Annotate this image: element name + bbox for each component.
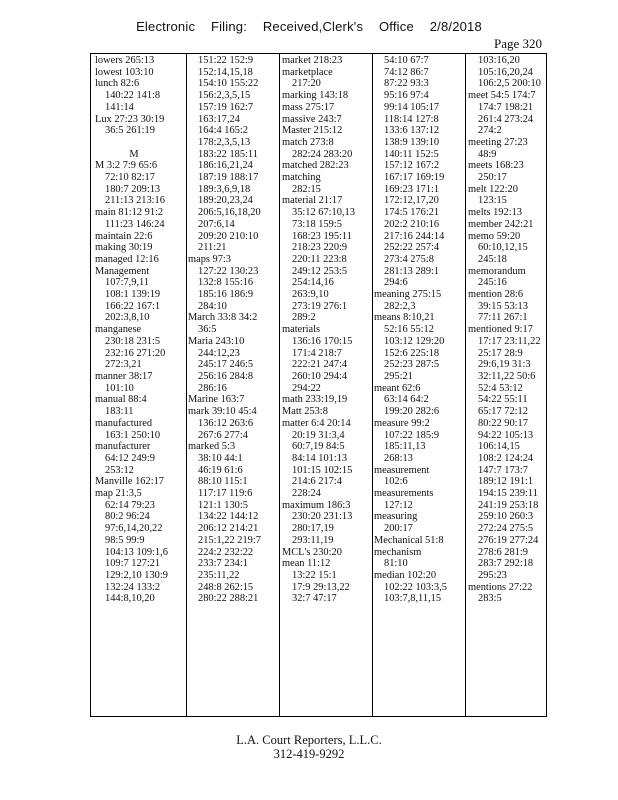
index-line: 106:2,5 200:10 bbox=[478, 78, 541, 90]
footer-company: L.A. Court Reporters, L.L.C. bbox=[236, 733, 382, 747]
index-line: 154:10 155:22 bbox=[198, 78, 259, 90]
index-line: Master 215:12 bbox=[282, 125, 343, 137]
index-line: 230:20 231:13 bbox=[292, 511, 353, 523]
index-line: 132:24 133:2 bbox=[105, 581, 161, 593]
index-line: 272:3,21 bbox=[105, 359, 142, 371]
column-divider bbox=[279, 53, 280, 717]
column-divider bbox=[465, 53, 466, 717]
index-line: 127:12 bbox=[384, 499, 413, 511]
index-line: 140:22 141:8 bbox=[105, 90, 161, 102]
index-line: 250:17 bbox=[478, 172, 507, 184]
index-line: 206:12 214:21 bbox=[198, 523, 259, 535]
index-line: 244:12,23 bbox=[198, 347, 240, 359]
filing-header bbox=[0, 19, 618, 34]
index-line: 103:12 129:20 bbox=[384, 335, 445, 347]
index-line: 168:23 195:11 bbox=[292, 230, 352, 242]
index-line: measuring bbox=[374, 511, 418, 523]
page-number: Page 320 bbox=[494, 36, 543, 51]
index-line: meant 62:6 bbox=[374, 382, 421, 394]
index-line: measurement bbox=[374, 464, 430, 476]
index-line: 134:22 144:12 bbox=[198, 511, 259, 523]
index-line: making 30:19 bbox=[95, 242, 153, 254]
index-line: 280:22 288:21 bbox=[198, 593, 259, 605]
footer-phone: 312-419-9292 bbox=[273, 747, 345, 761]
index-line: marketplace bbox=[282, 66, 333, 78]
index-line: 178:2,3,5,13 bbox=[198, 136, 251, 148]
index-line: 268:13 bbox=[384, 452, 413, 464]
index-line: 107:7,9,11 bbox=[105, 277, 150, 289]
index-line: 164:4 165:2 bbox=[198, 125, 248, 137]
index-section-letter: M bbox=[129, 148, 139, 160]
index-line: 217:16 244:14 bbox=[384, 230, 445, 242]
index-line: 224:2 232:22 bbox=[198, 546, 254, 558]
index-line: 215:1,22 219:7 bbox=[198, 534, 261, 546]
index-line: manner 38:17 bbox=[95, 370, 153, 382]
index-line: memo 59:20 bbox=[468, 230, 521, 242]
index-line: 29:6,19 31:3 bbox=[478, 359, 531, 371]
index-line: 52:16 55:12 bbox=[384, 324, 434, 336]
index-line: 109:7 127:21 bbox=[105, 558, 161, 570]
index-line: 102:22 103:3,5 bbox=[384, 581, 447, 593]
index-line: 228:24 bbox=[292, 488, 321, 500]
header-word-2: Filing: bbox=[210, 19, 248, 34]
index-line: 272:24 275:5 bbox=[478, 523, 534, 535]
index-line: managed 12:16 bbox=[95, 253, 159, 265]
index-column-3 bbox=[282, 55, 370, 715]
index-line: 102:6 bbox=[384, 476, 408, 488]
index-line: Maria 243:10 bbox=[188, 335, 245, 347]
index-line bbox=[95, 137, 183, 149]
index-line: 200:17 bbox=[384, 523, 413, 535]
index-line: 64:12 249:9 bbox=[105, 452, 155, 464]
index-line: 289:2 bbox=[292, 312, 316, 324]
index-line: match 273:8 bbox=[282, 136, 334, 148]
index-line: manganese bbox=[95, 324, 142, 336]
index-line: 118:14 127:8 bbox=[384, 113, 439, 125]
index-line: 54:22 55:11 bbox=[478, 394, 528, 406]
index-line: 281:13 289:1 bbox=[384, 265, 440, 277]
index-line: 32:7 47:17 bbox=[292, 593, 337, 605]
index-line: 194:15 239:11 bbox=[478, 488, 538, 500]
index-line: meaning 275:15 bbox=[374, 289, 442, 301]
index-line: 157:19 162:7 bbox=[198, 101, 254, 113]
index-line: math 233:19,19 bbox=[282, 394, 348, 406]
index-line: 121:1 130:5 bbox=[198, 499, 248, 511]
index-line: 185:11,13 bbox=[384, 441, 426, 453]
index-line: 80:2 96:24 bbox=[105, 511, 150, 523]
index-line: marking 143:18 bbox=[282, 90, 349, 102]
index-line: material 21:17 bbox=[282, 195, 343, 207]
index-line: Manville 162:17 bbox=[95, 476, 164, 488]
index-line: mechanism bbox=[374, 546, 422, 558]
index-line: 183:11 bbox=[105, 406, 134, 418]
index-line: 183:22 185:11 bbox=[198, 148, 258, 160]
index-line: 94:22 105:13 bbox=[478, 429, 534, 441]
index-line: measurements bbox=[374, 488, 434, 500]
index-line: marked 5:3 bbox=[188, 441, 236, 453]
index-line: 138:9 139:10 bbox=[384, 136, 440, 148]
index-line: 98:5 99:9 bbox=[105, 534, 145, 546]
index-line: 54:10 67:7 bbox=[384, 55, 429, 66]
index-line: 107:22 185:9 bbox=[384, 429, 440, 441]
index-line: 207:6,14 bbox=[198, 218, 235, 230]
index-line: 117:17 119:6 bbox=[198, 488, 253, 500]
index-line: meets 168:23 bbox=[468, 160, 524, 172]
index-line: 263:9,10 bbox=[292, 289, 329, 301]
index-line: 189:3,6,9,18 bbox=[198, 183, 251, 195]
index-line: meet 54:5 174:7 bbox=[468, 90, 536, 102]
index-line: 157:12 167:2 bbox=[384, 160, 440, 172]
index-line: 189:12 191:1 bbox=[478, 476, 534, 488]
index-line: 72:10 82:17 bbox=[105, 172, 155, 184]
index-line: 276:19 277:24 bbox=[478, 534, 539, 546]
index-line: 84:14 101:13 bbox=[292, 452, 348, 464]
index-line: 294:6 bbox=[384, 277, 408, 289]
index-line: 99:14 105:17 bbox=[384, 101, 440, 113]
index-line: 81:10 bbox=[384, 558, 408, 570]
index-line: 293:11,19 bbox=[292, 534, 334, 546]
index-line: 144:8,10,20 bbox=[105, 593, 155, 605]
index-line: 106:14,15 bbox=[478, 441, 520, 453]
index-line: 232:16 271:20 bbox=[105, 347, 166, 359]
index-line: 87:22 93:3 bbox=[384, 78, 429, 90]
index-line: measure 99:2 bbox=[374, 417, 430, 429]
index-line: matched 282:23 bbox=[282, 160, 349, 172]
index-column-4 bbox=[374, 55, 462, 715]
index-line: 202:2 210:16 bbox=[384, 218, 440, 230]
index-line: main 81:12 91:2 bbox=[95, 207, 164, 219]
index-line: manufacturer bbox=[95, 441, 151, 453]
index-line: 180:7 209:13 bbox=[105, 183, 161, 195]
index-line: 282:2,3 bbox=[384, 300, 416, 312]
index-line: 260:10 294:4 bbox=[292, 370, 348, 382]
index-line: 46:19 61:6 bbox=[198, 464, 243, 476]
index-line: 48:9 bbox=[478, 148, 497, 160]
index-line: 133:6 137:12 bbox=[384, 125, 440, 137]
index-line: maximum 186:3 bbox=[282, 499, 351, 511]
index-line: matching bbox=[282, 172, 321, 184]
index-line: Management bbox=[95, 265, 150, 277]
index-line: 108:1 139:19 bbox=[105, 289, 161, 301]
index-line: 97:6,14,20,22 bbox=[105, 523, 163, 535]
index-line: 163:17,24 bbox=[198, 113, 240, 125]
index-line: 169:23 171:1 bbox=[384, 183, 440, 195]
index-line: 283:5 bbox=[478, 593, 502, 605]
index-line: 136:12 263:6 bbox=[198, 417, 254, 429]
index-line: 245:17 246:5 bbox=[198, 359, 254, 371]
index-column-2 bbox=[188, 55, 276, 715]
index-line: 217:20 bbox=[292, 78, 321, 90]
index-line: 17:9 29:13,22 bbox=[292, 581, 350, 593]
index-line: 174:7 198:21 bbox=[478, 101, 534, 113]
index-line: 189:20,23,24 bbox=[198, 195, 253, 207]
index-line: 103:7,8,11,15 bbox=[384, 593, 442, 605]
header-word-1: Electronic bbox=[136, 19, 196, 34]
index-line: 206:5,16,18,20 bbox=[198, 207, 261, 219]
index-line: March 33:8 34:2 bbox=[188, 312, 258, 324]
index-line: 17:17 23:11,22 bbox=[478, 335, 541, 347]
index-line: 38:10 44:1 bbox=[198, 452, 243, 464]
header-date: 2/8/2018 bbox=[429, 19, 482, 34]
index-line: 80:22 90:17 bbox=[478, 417, 528, 429]
index-line: 222:21 247:4 bbox=[292, 359, 348, 371]
index-line: 202:3,8,10 bbox=[105, 312, 150, 324]
index-line: 151:22 152:9 bbox=[198, 55, 254, 66]
index-line: 167:17 169:19 bbox=[384, 172, 445, 184]
index-line: mark 39:10 45:4 bbox=[188, 406, 257, 418]
index-line: mentioned 9:17 bbox=[468, 324, 533, 336]
index-line: 73:18 159:5 bbox=[292, 218, 342, 230]
index-line: 129:2,10 130:9 bbox=[105, 569, 168, 581]
index-line: 32:11,22 50:6 bbox=[478, 370, 536, 382]
index-line: 36:5 bbox=[198, 324, 217, 336]
index-line: Mechanical 51:8 bbox=[374, 534, 444, 546]
index-line: 141:14 bbox=[105, 101, 134, 113]
index-line: 282:24 283:20 bbox=[292, 148, 353, 160]
index-line: 252:23 287:5 bbox=[384, 359, 440, 371]
index-line: 233:7 234:1 bbox=[198, 558, 248, 570]
index-line: 132:8 155:16 bbox=[198, 277, 254, 289]
index-line: mass 275:17 bbox=[282, 101, 335, 113]
index-column-1 bbox=[95, 55, 183, 715]
index-line: 211:13 213:16 bbox=[105, 195, 165, 207]
index-line: 283:7 292:18 bbox=[478, 558, 534, 570]
index-line: manufactured bbox=[95, 417, 153, 429]
index-line: 103:16,20 bbox=[478, 55, 520, 66]
index-line: 241:19 253:18 bbox=[478, 499, 539, 511]
index-line: mentions 27:22 bbox=[468, 581, 533, 593]
index-line: 274:2 bbox=[478, 125, 502, 137]
index-line: 209:20 210:10 bbox=[198, 230, 259, 242]
index-line: 152:14,15,18 bbox=[198, 66, 253, 78]
index-line: 230:18 231:5 bbox=[105, 335, 161, 347]
index-line: 267:6 277:4 bbox=[198, 429, 248, 441]
index-line: 101:15 102:15 bbox=[292, 464, 353, 476]
column-divider bbox=[372, 53, 373, 717]
index-line: 199:20 282:6 bbox=[384, 406, 440, 418]
index-line: 25:17 28:9 bbox=[478, 347, 523, 359]
index-line: 220:11 223:8 bbox=[292, 253, 347, 265]
header-word-3: Received,Clerk's bbox=[262, 19, 364, 34]
index-line: 152:6 225:18 bbox=[384, 347, 440, 359]
index-line: 282:15 bbox=[292, 183, 321, 195]
index-column-5 bbox=[468, 55, 546, 715]
index-line: market 218:23 bbox=[282, 55, 343, 66]
index-line: Matt 253:8 bbox=[282, 406, 328, 418]
index-line: means 8:10,21 bbox=[374, 312, 435, 324]
index-line: massive 243:7 bbox=[282, 113, 342, 125]
index-line: maintain 22:6 bbox=[95, 230, 153, 242]
index-line: 171:4 218:7 bbox=[292, 347, 342, 359]
index-line: 295:21 bbox=[384, 370, 413, 382]
header-word-4: Office bbox=[378, 19, 414, 34]
index-line: 235:11,22 bbox=[198, 569, 240, 581]
index-line: 248:8 262:15 bbox=[198, 581, 254, 593]
index-line: 136:16 170:15 bbox=[292, 335, 353, 347]
index-line: M 3:2 7:9 65:6 bbox=[95, 160, 158, 172]
index-line: 187:19 188:17 bbox=[198, 172, 259, 184]
index-line: MCL's 230:20 bbox=[282, 546, 342, 558]
index-line: 39:15 53:13 bbox=[478, 300, 528, 312]
index-line: 186:16,21,24 bbox=[198, 160, 253, 172]
index-line: 77:11 267:1 bbox=[478, 312, 528, 324]
index-line: 166:22 167:1 bbox=[105, 300, 161, 312]
index-line: 60:7,19 84:5 bbox=[292, 441, 345, 453]
index-line: 13:22 15:1 bbox=[292, 569, 337, 581]
index-line: 95:16 97:4 bbox=[384, 90, 429, 102]
index-line: 111:23 146:24 bbox=[105, 218, 165, 230]
index-line: mention 28:6 bbox=[468, 289, 524, 301]
index-line: 172:12,17,20 bbox=[384, 195, 439, 207]
index-line: 214:6 217:4 bbox=[292, 476, 342, 488]
index-line: 60:10,12,15 bbox=[478, 242, 528, 254]
column-divider bbox=[186, 53, 187, 717]
index-line: 147:7 173:7 bbox=[478, 464, 528, 476]
index-line: meeting 27:23 bbox=[468, 136, 528, 148]
index-line: 185:16 186:9 bbox=[198, 289, 254, 301]
index-line: 245:18 bbox=[478, 253, 507, 265]
index-line: 36:5 261:19 bbox=[105, 125, 155, 137]
index-line: 278:6 281:9 bbox=[478, 546, 528, 558]
index-line: map 21:3,5 bbox=[95, 488, 142, 500]
index-line: 252:22 257:4 bbox=[384, 242, 440, 254]
index-line: 88:10 115:1 bbox=[198, 476, 248, 488]
index-line: 105:16,20,24 bbox=[478, 66, 533, 78]
index-line: 35:12 67:10,13 bbox=[292, 207, 355, 219]
index-line: 123:15 bbox=[478, 195, 507, 207]
index-line: 286:16 bbox=[198, 382, 227, 394]
index-line: 156:2,3,5,15 bbox=[198, 90, 251, 102]
index-line: 20:19 31:3,4 bbox=[292, 429, 345, 441]
index-line: mean 11:12 bbox=[282, 558, 331, 570]
index-line: member 242:21 bbox=[468, 218, 534, 230]
index-line: 163:1 250:10 bbox=[105, 429, 161, 441]
index-line: 174:5 176:21 bbox=[384, 207, 440, 219]
index-line: 261:4 273:24 bbox=[478, 113, 534, 125]
index-line: lowest 103:10 bbox=[95, 66, 154, 78]
index-line: melt 122:20 bbox=[468, 183, 518, 195]
index-line: lowers 265:13 bbox=[95, 55, 155, 66]
index-line: Lux 27:23 30:19 bbox=[95, 113, 165, 125]
index-line: melts 192:13 bbox=[468, 207, 522, 219]
index-line: 294:22 bbox=[292, 382, 321, 394]
index-line: matter 6:4 20:14 bbox=[282, 417, 351, 429]
index-line: 74:12 86:7 bbox=[384, 66, 429, 78]
index-line: 101:10 bbox=[105, 382, 134, 394]
index-line: 140:11 152:5 bbox=[384, 148, 439, 160]
index-line: 65:17 72:12 bbox=[478, 406, 528, 418]
index-line: 245:16 bbox=[478, 277, 507, 289]
index-line: 249:12 253:5 bbox=[292, 265, 348, 277]
index-line: 284:10 bbox=[198, 300, 227, 312]
index-line: median 102:20 bbox=[374, 569, 437, 581]
index-line: 254:14,16 bbox=[292, 277, 334, 289]
index-line: 52:4 53:12 bbox=[478, 382, 523, 394]
index-line: 280:17,19 bbox=[292, 523, 334, 535]
index-line: 63:14 64:2 bbox=[384, 394, 429, 406]
index-line: 62:14 79:23 bbox=[105, 499, 155, 511]
index-line: 218:23 220:9 bbox=[292, 242, 348, 254]
index-line: 211:21 bbox=[198, 242, 227, 254]
index-line: memorandum bbox=[468, 265, 526, 277]
index-line: Marine 163:7 bbox=[188, 394, 245, 406]
index-line: lunch 82:6 bbox=[95, 78, 140, 90]
index-line: manual 88:4 bbox=[95, 394, 147, 406]
index-line: 273:4 275:8 bbox=[384, 253, 434, 265]
index-line: 253:12 bbox=[105, 464, 134, 476]
index-line: 295:23 bbox=[478, 569, 507, 581]
index-line: 104:13 109:1,6 bbox=[105, 546, 168, 558]
index-line: 273:19 276:1 bbox=[292, 300, 348, 312]
index-line: 256:16 284:8 bbox=[198, 370, 254, 382]
index-line: 108:2 124:24 bbox=[478, 452, 534, 464]
index-line: materials bbox=[282, 324, 321, 336]
index-line: maps 97:3 bbox=[188, 253, 232, 265]
index-line: 259:10 260:3 bbox=[478, 511, 534, 523]
index-line: 127:22 130:23 bbox=[198, 265, 259, 277]
